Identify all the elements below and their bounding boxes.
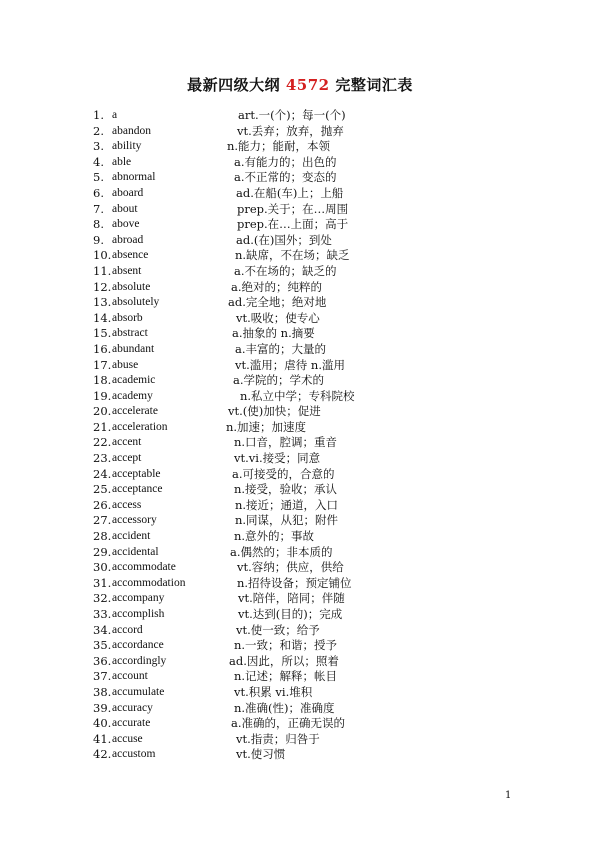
entry-word: accompany xyxy=(112,592,165,605)
entry-definition: n.私立中学；专科院校 xyxy=(240,388,355,403)
entry-word: absorb xyxy=(112,311,143,324)
entry-definition: ad.在船(车)上；上船 xyxy=(236,185,344,200)
entry-number: 18. xyxy=(93,373,112,388)
page-number: 1 xyxy=(505,790,512,801)
entry-word: abnormal xyxy=(112,171,156,184)
entry-number: 41. xyxy=(93,731,112,746)
vocab-entry xyxy=(0,420,600,436)
entry-word: absent xyxy=(112,264,142,277)
entry-definition: a.抽象的 n.摘要 xyxy=(232,326,315,341)
entry-definition: n.招待设备；预定铺位 xyxy=(237,575,352,590)
entry-number: 16. xyxy=(93,341,112,356)
entry-word: absence xyxy=(112,249,149,262)
entry-definition: art.一(个)；每一(个) xyxy=(238,108,346,122)
vocab-entry xyxy=(0,623,600,639)
entry-definition: n.记述；解释；帐目 xyxy=(234,669,338,684)
entry-definition: a.学院的；学术的 xyxy=(233,373,325,388)
vocab-entry xyxy=(0,404,600,420)
entry-word: accord xyxy=(112,623,143,636)
entry-number: 14. xyxy=(93,310,112,325)
entry-word: accumulate xyxy=(112,685,165,698)
vocab-entry xyxy=(0,467,600,483)
entry-word: abundant xyxy=(112,342,155,355)
entry-number: 30. xyxy=(93,560,112,575)
entry-definition: n.准确(性)；准确度 xyxy=(234,700,335,715)
title-number: 4572 xyxy=(285,76,330,94)
entry-number: 15. xyxy=(93,326,112,341)
vocab-entry xyxy=(0,513,600,529)
entry-word: accelerate xyxy=(112,405,158,418)
entry-number: 13. xyxy=(93,295,112,310)
entry-definition: a.偶然的；非本质的 xyxy=(230,544,333,559)
entry-number: 17. xyxy=(93,357,112,372)
entry-word: accept xyxy=(112,452,142,465)
entry-word: abuse xyxy=(112,358,139,371)
entry-definition: a.可接受的，合意的 xyxy=(232,466,335,481)
entry-word: accurate xyxy=(112,717,151,730)
vocab-entry xyxy=(0,170,600,186)
entry-number: 20. xyxy=(93,404,112,419)
vocab-entry xyxy=(0,202,600,218)
vocab-entry xyxy=(0,560,600,576)
entry-definition: vt.积累 vi.堆积 xyxy=(234,684,313,699)
entry-definition: n.口音，腔调；重音 xyxy=(234,435,338,450)
entry-number: 35. xyxy=(93,638,112,653)
entry-word: ability xyxy=(112,140,142,153)
vocab-entry xyxy=(0,529,600,545)
entry-definition: vt.达到(目的)；完成 xyxy=(238,607,343,621)
entry-number: 5. xyxy=(93,170,104,185)
entry-definition: n.一致；和谐；授予 xyxy=(234,638,338,653)
entry-number: 42. xyxy=(93,747,112,762)
entry-definition: a.丰富的；大量的 xyxy=(235,341,327,356)
entry-word: abandon xyxy=(112,124,151,137)
entry-number: 25. xyxy=(93,482,112,497)
vocab-entry xyxy=(0,389,600,405)
entry-word: accidental xyxy=(112,545,159,558)
entry-word: accident xyxy=(112,530,151,543)
vocabulary-list xyxy=(0,108,600,763)
entry-number: 6. xyxy=(93,185,104,200)
entry-word: accordingly xyxy=(112,654,167,667)
entry-number: 21. xyxy=(93,419,112,434)
entry-word: abstract xyxy=(112,327,148,340)
vocab-entry xyxy=(0,638,600,654)
entry-number: 1. xyxy=(93,108,104,122)
entry-number: 9. xyxy=(93,232,104,247)
entry-word: accessory xyxy=(112,514,157,527)
entry-word: acceptable xyxy=(112,467,161,480)
entry-definition: vt.丢弃；放弃，抛弃 xyxy=(237,123,344,138)
vocab-entry xyxy=(0,139,600,155)
entry-number: 19. xyxy=(93,388,112,403)
vocab-entry xyxy=(0,451,600,467)
entry-number: 27. xyxy=(93,513,112,528)
vocab-entry xyxy=(0,482,600,498)
vocab-entry xyxy=(0,373,600,389)
vocab-entry xyxy=(0,326,600,342)
vocab-entry xyxy=(0,716,600,732)
entry-word: account xyxy=(112,670,148,683)
entry-number: 8. xyxy=(93,217,104,232)
entry-definition: n.缺席，不在场；缺乏 xyxy=(235,248,350,263)
vocab-entry xyxy=(0,264,600,280)
entry-word: absolute xyxy=(112,280,151,293)
vocab-entry xyxy=(0,311,600,327)
entry-word: abroad xyxy=(112,233,144,246)
entry-definition: n.能力；能耐，本领 xyxy=(227,139,331,154)
entry-number: 31. xyxy=(93,575,112,590)
entry-word: acceleration xyxy=(112,420,168,433)
entry-definition: vt.使习惯 xyxy=(236,747,286,762)
entry-word: accordance xyxy=(112,639,164,652)
entry-definition: ad.(在)国外；到处 xyxy=(236,232,332,247)
entry-number: 34. xyxy=(93,622,112,637)
entry-number: 2. xyxy=(93,123,104,138)
entry-word: absolutely xyxy=(112,296,160,309)
vocab-entry xyxy=(0,217,600,233)
entry-definition: a.不在场的；缺乏的 xyxy=(234,263,337,278)
entry-number: 39. xyxy=(93,700,112,715)
entry-number: 12. xyxy=(93,279,112,294)
entry-number: 28. xyxy=(93,529,112,544)
entry-definition: n.接受，验收；承认 xyxy=(234,482,338,497)
entry-definition: prep.在…上面；高于 xyxy=(237,217,349,232)
vocab-entry xyxy=(0,280,600,296)
entry-word: access xyxy=(112,498,142,511)
vocab-entry xyxy=(0,701,600,717)
entry-word: accomplish xyxy=(112,608,165,620)
entry-number: 7. xyxy=(93,201,104,216)
vocab-entry xyxy=(0,233,600,249)
entry-number: 29. xyxy=(93,544,112,559)
entry-definition: vt.(使)加快；促进 xyxy=(228,404,321,419)
entry-number: 4. xyxy=(93,154,104,169)
entry-word: accent xyxy=(112,436,142,449)
title-suffix: 完整词汇表 xyxy=(329,76,413,94)
vocab-entry xyxy=(0,576,600,592)
entry-definition: vt.滥用；虐待 n.滥用 xyxy=(235,357,345,372)
page-title xyxy=(0,74,600,95)
entry-number: 11. xyxy=(93,263,112,278)
vocab-entry xyxy=(0,186,600,202)
vocab-entry xyxy=(0,155,600,171)
vocab-entry xyxy=(0,607,600,623)
entry-definition: vt.陪伴，陪同；伴随 xyxy=(238,591,345,606)
vocab-entry xyxy=(0,248,600,264)
vocab-entry xyxy=(0,545,600,561)
entry-definition: ad.完全地；绝对地 xyxy=(228,295,327,310)
entry-word: academy xyxy=(112,389,153,402)
vocab-entry xyxy=(0,685,600,701)
entry-word: accuse xyxy=(112,732,143,745)
vocab-entry xyxy=(0,435,600,451)
vocab-entry xyxy=(0,747,600,763)
vocab-entry xyxy=(0,108,600,124)
title-prefix: 最新四级大纲 xyxy=(187,76,286,94)
entry-number: 23. xyxy=(93,451,112,466)
entry-word: accustom xyxy=(112,748,156,761)
entry-definition: vt.容纳；供应，供给 xyxy=(237,560,344,575)
vocab-entry xyxy=(0,654,600,670)
vocab-entry xyxy=(0,591,600,607)
entry-definition: n.加速；加速度 xyxy=(226,419,307,434)
entry-number: 38. xyxy=(93,684,112,699)
entry-definition: a.不正常的；变态的 xyxy=(234,170,337,185)
entry-definition: vt.vi.接受；同意 xyxy=(234,451,321,466)
entry-definition: n.同谋，从犯；附件 xyxy=(235,513,339,528)
entry-word: accommodate xyxy=(112,561,176,574)
entry-definition: n.接近；通道，入口 xyxy=(235,497,339,512)
entry-definition: a.绝对的；纯粹的 xyxy=(231,279,323,294)
entry-number: 24. xyxy=(93,466,112,481)
vocab-entry xyxy=(0,358,600,374)
vocab-entry xyxy=(0,342,600,358)
entry-number: 37. xyxy=(93,669,112,684)
entry-definition: prep.关于；在…周围 xyxy=(237,201,349,216)
entry-definition: a.有能力的；出色的 xyxy=(234,154,337,169)
entry-word: accuracy xyxy=(112,701,153,714)
entry-number: 3. xyxy=(93,139,104,154)
entry-definition: a.准确的，正确无误的 xyxy=(231,716,346,731)
vocab-entry xyxy=(0,669,600,685)
entry-word: aboard xyxy=(112,186,144,199)
entry-word: above xyxy=(112,218,140,231)
entry-word: accommodation xyxy=(112,576,186,589)
entry-number: 36. xyxy=(93,653,112,668)
entry-word: a xyxy=(112,109,118,121)
entry-definition: vt.吸收；使专心 xyxy=(236,310,320,325)
vocab-entry xyxy=(0,498,600,514)
entry-definition: ad.因此，所以；照着 xyxy=(229,653,339,668)
entry-number: 40. xyxy=(93,716,112,731)
entry-number: 22. xyxy=(93,435,112,450)
entry-number: 32. xyxy=(93,591,112,606)
vocab-entry xyxy=(0,124,600,140)
entry-word: able xyxy=(112,155,132,168)
entry-definition: vt.指责；归咎于 xyxy=(236,731,320,746)
entry-definition: vt.使一致；给予 xyxy=(236,622,320,637)
entry-definition: n.意外的；事故 xyxy=(234,529,315,544)
entry-word: acceptance xyxy=(112,483,163,496)
entry-word: about xyxy=(112,202,138,215)
vocab-entry xyxy=(0,732,600,748)
entry-word: academic xyxy=(112,374,156,387)
vocab-entry xyxy=(0,295,600,311)
entry-number: 10. xyxy=(93,248,112,263)
entry-number: 33. xyxy=(93,607,112,621)
entry-number: 26. xyxy=(93,497,112,512)
